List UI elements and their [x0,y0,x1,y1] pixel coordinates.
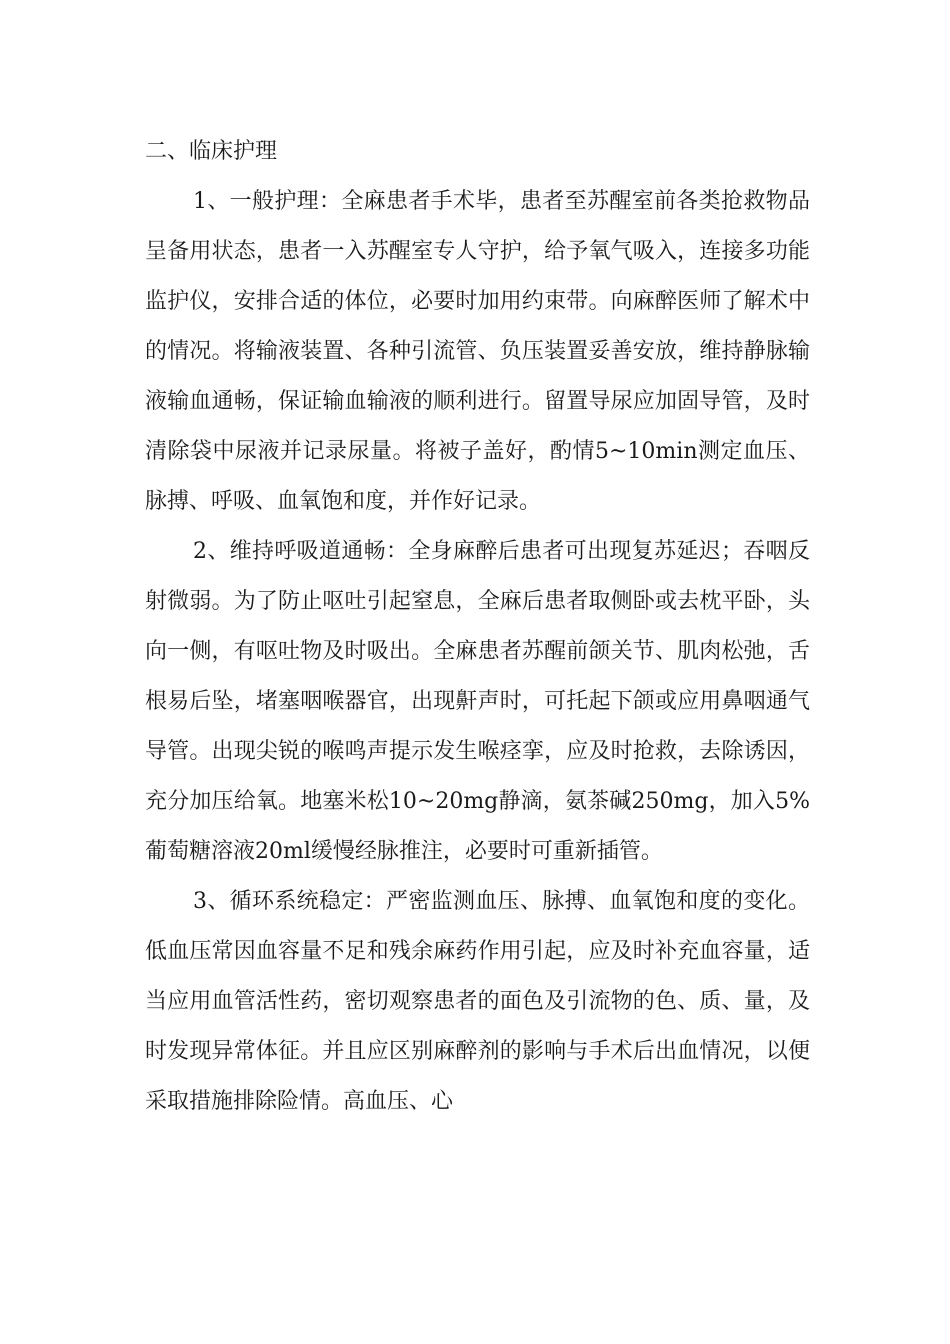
paragraph-airway: 2、维持呼吸道通畅：全身麻醉后患者可出现复苏延迟；吞咽反射微弱。为了防止呕吐引起窒息，全麻后患者取侧卧或去枕平卧，头向一侧，有呕吐物及时吸出。全麻患者苏醒前颌关节、肌肉松弛，舌根易后坠，堵塞咽喉器官，出现鼾声时，可托起下颌或应用鼻咽通气导管。出现尖锐的喉鸣声提示发生喉痉挛，应及时抢救，去除诱因，充分加压给氧。地塞米松10~20mg静滴，氨茶碱250mg，加入5%葡萄糖溶液20ml缓慢经脉推注，必要时可重新插管。 [145,539,810,864]
document-body [145,127,810,1127]
section-heading: 二、临床护理 [145,139,278,164]
paragraph-circulation: 3、循环系统稳定：严密监测血压、脉搏、血氧饱和度的变化。低血压常因血容量不足和残余麻药作用引起，应及时补充血容量，适当应用血管活性药，密切观察患者的面色及引流物的色、质、量，及时发现异常体征。并且应区别麻醉剂的影响与手术后出血情况，以便采取措施排除险情。高血压、心 [145,889,810,1114]
paragraph-general-care: 1、一般护理：全麻患者手术毕，患者至苏醒室前各类抢救物品呈备用状态，患者一入苏醒室专人守护，给予氧气吸入，连接多功能监护仪，安排合适的体位，必要时加用约束带。向麻醉医师了解术中的情况。将输液装置、各种引流管、负压装置妥善安放，维持静脉输液输血通畅，保证输血输液的顺利进行。留置导尿应加固导管，及时清除袋中尿液并记录尿量。将被子盖好，酌情5~10min测定血压、脉搏、呼吸、血氧饱和度，并作好记录。 [145,189,810,514]
